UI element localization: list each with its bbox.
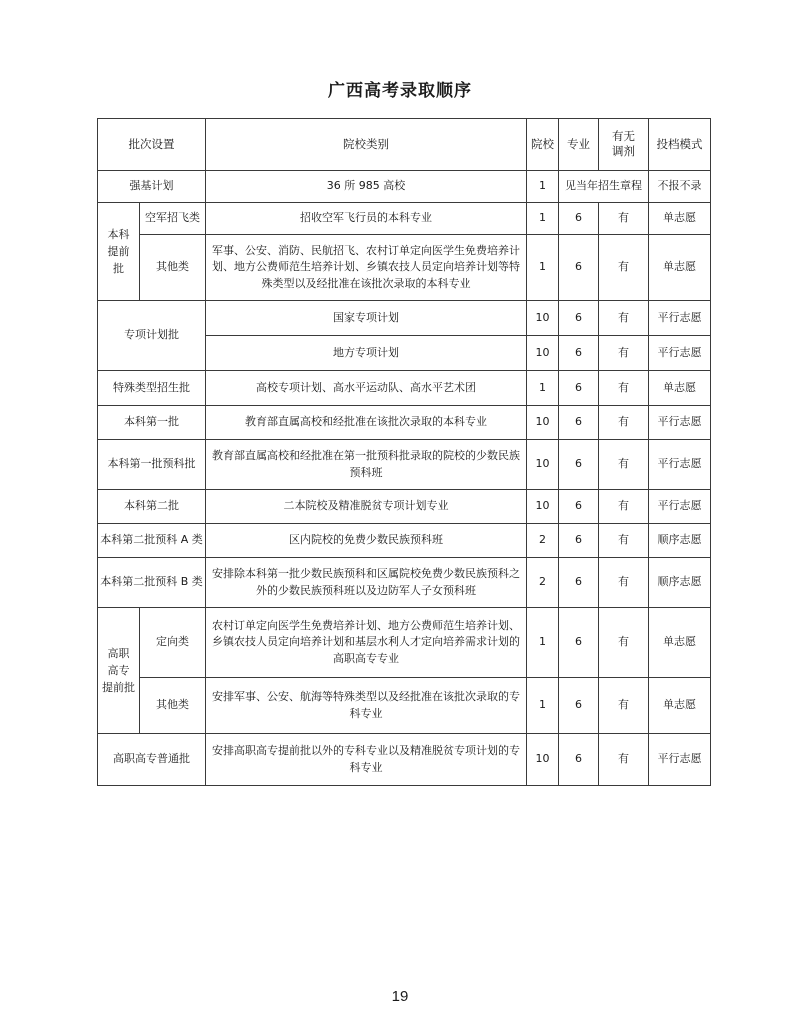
adjust-cell: 有 — [599, 301, 649, 336]
adjust-cell: 有 — [599, 371, 649, 406]
mode-cell: 单志愿 — [649, 203, 711, 235]
schools-cell: 10 — [527, 301, 559, 336]
majors-cell: 6 — [559, 734, 599, 786]
mode-cell: 单志愿 — [649, 235, 711, 301]
group-cell: 本科提前批 — [98, 203, 140, 301]
table-row — [98, 203, 711, 235]
table-row — [98, 171, 711, 203]
adjust-cell: 有 — [599, 524, 649, 558]
schools-cell: 10 — [527, 406, 559, 440]
category-cell: 安排高职高专提前批以外的专科专业以及精准脱贫专项计划的专科专业 — [206, 734, 527, 786]
header-adjust: 有无调剂 — [599, 119, 649, 171]
schools-cell: 1 — [527, 608, 559, 678]
adjust-cell: 有 — [599, 678, 649, 734]
majors-cell: 6 — [559, 406, 599, 440]
batch-cell: 专项计划批 — [98, 301, 206, 371]
table-row — [98, 734, 711, 786]
majors-cell: 6 — [559, 524, 599, 558]
schools-cell: 1 — [527, 678, 559, 734]
header-majors: 专业 — [559, 119, 599, 171]
batch-cell: 强基计划 — [98, 171, 206, 203]
header-category: 院校类别 — [206, 119, 527, 171]
batch-cell: 高职高专普通批 — [98, 734, 206, 786]
majors-cell: 6 — [559, 301, 599, 336]
majors-cell: 6 — [559, 203, 599, 235]
schools-cell: 10 — [527, 734, 559, 786]
adjust-cell: 有 — [599, 608, 649, 678]
table-row — [98, 608, 711, 678]
category-cell: 36 所 985 高校 — [206, 171, 527, 203]
group-cell — [98, 608, 140, 734]
schools-cell: 10 — [527, 440, 559, 490]
table-row — [98, 406, 711, 440]
table-row — [98, 490, 711, 524]
batch-cell: 本科第一批 — [98, 406, 206, 440]
mode-cell: 平行志愿 — [649, 406, 711, 440]
table-header-row — [98, 119, 711, 171]
category-cell: 军事、公安、消防、民航招飞、农村订单定向医学生免费培养计划、地方公费师范生培养计划、乡镇农技人员定向培养计划等特殊类型以及经批准在该批次录取的本科专业 — [206, 235, 527, 301]
mode-cell: 单志愿 — [649, 371, 711, 406]
mode-cell: 顺序志愿 — [649, 524, 711, 558]
category-cell: 地方专项计划 — [206, 336, 527, 371]
majors-cell: 6 — [559, 490, 599, 524]
category-cell: 国家专项计划 — [206, 301, 527, 336]
adjust-cell: 有 — [599, 490, 649, 524]
page-number: 19 — [391, 988, 409, 1005]
adjust-cell: 有 — [599, 406, 649, 440]
batch-cell: 本科第一批预科批 — [98, 440, 206, 490]
adjust-cell: 有 — [599, 440, 649, 490]
majors-cell: 6 — [559, 558, 599, 608]
group-label: 高职 高专 提前批 — [102, 646, 135, 694]
majors-cell: 6 — [559, 678, 599, 734]
mode-cell: 平行志愿 — [649, 440, 711, 490]
schools-cell: 1 — [527, 371, 559, 406]
mode-cell: 平行志愿 — [649, 336, 711, 371]
sub-batch-cell: 其他类 — [140, 678, 206, 734]
batch-cell: 特殊类型招生批 — [98, 371, 206, 406]
mode-cell: 平行志愿 — [649, 301, 711, 336]
page-title: 广西高考录取顺序 — [328, 81, 472, 101]
category-cell: 区内院校的免费少数民族预科班 — [206, 524, 527, 558]
schools-majors-note: 见当年招生章程 — [559, 171, 649, 203]
adjust-cell: 有 — [599, 734, 649, 786]
adjust-cell: 有 — [599, 203, 649, 235]
table-row — [98, 371, 711, 406]
table-row — [98, 235, 711, 301]
majors-cell: 6 — [559, 235, 599, 301]
mode-cell: 平行志愿 — [649, 734, 711, 786]
majors-cell: 6 — [559, 336, 599, 371]
header-mode: 投档模式 — [649, 119, 711, 171]
adjust-cell: 有 — [599, 558, 649, 608]
sub-batch-cell: 定向类 — [140, 608, 206, 678]
sub-batch-cell: 其他类 — [140, 235, 206, 301]
batch-cell: 本科第二批 — [98, 490, 206, 524]
category-cell: 招收空军飞行员的本科专业 — [206, 203, 527, 235]
sub-batch-cell: 空军招飞类 — [140, 203, 206, 235]
mode-cell: 顺序志愿 — [649, 558, 711, 608]
adjust-cell: 有 — [599, 336, 649, 371]
schools-cell: 1 — [527, 171, 559, 203]
category-cell: 农村订单定向医学生免费培养计划、地方公费师范生培养计划、乡镇农技人员定向培养计划和基层水利人才定向培养需求计划的高职高专专业 — [206, 608, 527, 678]
mode-cell: 单志愿 — [649, 678, 711, 734]
category-cell: 安排除本科第一批少数民族预科和区属院校免费少数民族预科之外的少数民族预科班以及边防军人子女预科班 — [206, 558, 527, 608]
batch-cell: 本科第二批预科 A 类 — [98, 524, 206, 558]
batch-cell: 本科第二批预科 B 类 — [98, 558, 206, 608]
majors-cell: 6 — [559, 440, 599, 490]
majors-cell: 6 — [559, 608, 599, 678]
header-schools: 院校 — [527, 119, 559, 171]
category-cell: 高校专项计划、高水平运动队、高水平艺术团 — [206, 371, 527, 406]
category-cell: 二本院校及精准脱贫专项计划专业 — [206, 490, 527, 524]
majors-cell: 6 — [559, 371, 599, 406]
schools-cell: 1 — [527, 235, 559, 301]
admission-order-table — [97, 118, 711, 786]
mode-cell: 单志愿 — [649, 608, 711, 678]
adjust-cell: 有 — [599, 235, 649, 301]
schools-cell: 2 — [527, 524, 559, 558]
table-row — [98, 524, 711, 558]
table-row — [98, 301, 711, 336]
schools-cell: 1 — [527, 203, 559, 235]
mode-cell: 不报不录 — [649, 171, 711, 203]
header-batch: 批次设置 — [98, 119, 206, 171]
category-cell: 教育部直属高校和经批准在该批次录取的本科专业 — [206, 406, 527, 440]
schools-cell: 10 — [527, 336, 559, 371]
schools-cell: 10 — [527, 490, 559, 524]
table-row — [98, 558, 711, 608]
table-row — [98, 440, 711, 490]
category-cell: 安排军事、公安、航海等特殊类型以及经批准在该批次录取的专科专业 — [206, 678, 527, 734]
table-row — [98, 678, 711, 734]
mode-cell: 平行志愿 — [649, 490, 711, 524]
schools-cell: 2 — [527, 558, 559, 608]
category-cell: 教育部直属高校和经批准在第一批预科批录取的院校的少数民族预科班 — [206, 440, 527, 490]
